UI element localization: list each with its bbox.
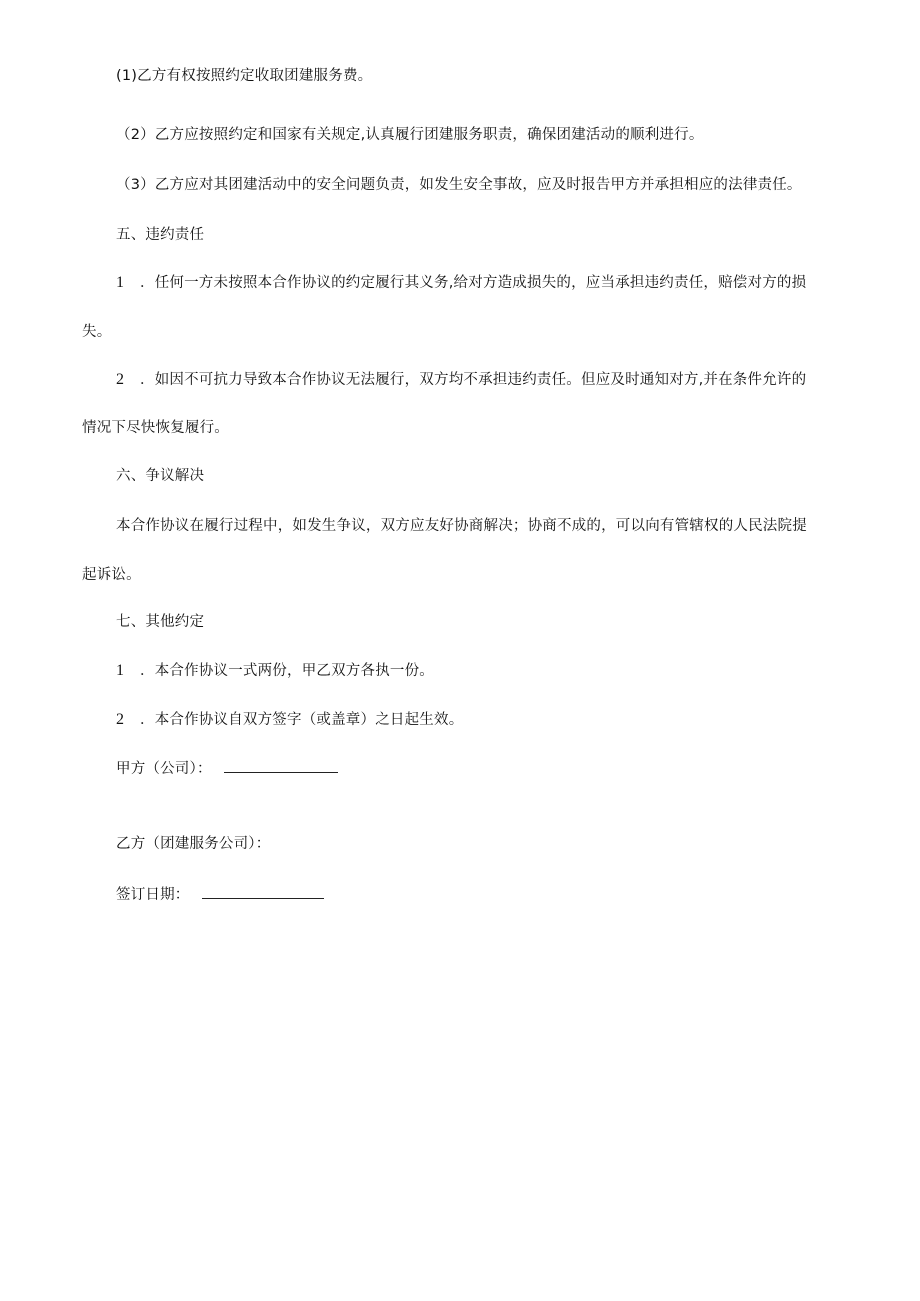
date-label: 签订日期： (116, 887, 190, 903)
section7-clause1 (116, 661, 434, 681)
clause-number: 2 (116, 371, 125, 388)
clause-text: ．本合作协议自双方签字（或盖章）之日起生效。 (140, 712, 464, 728)
section7-clause2 (116, 710, 463, 730)
section4-item1: (1)乙方有权按照约定收取团建服务费。 (116, 68, 373, 84)
section7-heading: 七、其他约定 (116, 614, 205, 630)
clause-number: 1 (116, 662, 125, 679)
section6-paragraph: 本合作协议在履行过程中，如发生争议，双方应友好协商解决；协商不成的，可以向有管辖权的人民法院提 (116, 518, 807, 534)
section5-clause1-continuation: 失。 (82, 324, 112, 340)
clause-text: ．本合作协议一式两份，甲乙双方各执一份。 (140, 663, 434, 679)
party-a-signature-line (116, 758, 338, 779)
clause-text: ．任何一方未按照本合作协议的约定履行其义务,给对方造成损失的，应当承担违约责任，赔偿对方的损 (140, 275, 807, 291)
section4-item2: （2）乙方应按照约定和国家有关规定,认真履行团建服务职责，确保团建活动的顺利进行。 (116, 127, 704, 143)
clause-number: 2 (116, 711, 125, 728)
party-b-label: 乙方（团建服务公司）： (116, 836, 271, 852)
party-b-signature-line (116, 834, 270, 854)
section5-heading: 五、违约责任 (116, 227, 205, 243)
date-blank[interactable] (202, 884, 324, 899)
section5-clause2-continuation: 情况下尽快恢复履行。 (82, 420, 229, 436)
section5-clause2 (116, 370, 806, 390)
section6-heading: 六、争议解决 (116, 468, 205, 484)
section4-item3: （3）乙方应对其团建活动中的安全问题负责，如发生安全事故，应及时报告甲方并承担相应的法律责任。 (116, 177, 802, 193)
section5-clause1 (116, 273, 806, 293)
date-line (116, 884, 324, 905)
clause-text: ．如因不可抗力导致本合作协议无法履行，双方均不承担违约责任。但应及时通知对方,并在条件允许的 (140, 372, 807, 388)
party-a-label: 甲方（公司）： (116, 761, 212, 777)
section6-paragraph-continuation: 起诉讼。 (82, 567, 141, 583)
clause-number: 1 (116, 274, 125, 291)
party-a-blank[interactable] (224, 758, 338, 773)
